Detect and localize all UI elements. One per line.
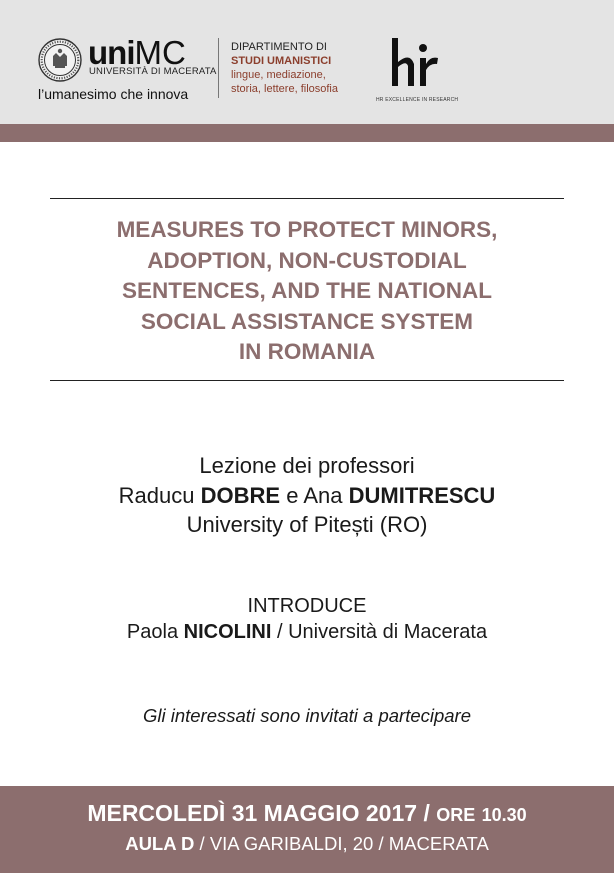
title-rule-bottom (50, 380, 564, 381)
unimc-logotype (88, 36, 186, 69)
title-rule-top (50, 198, 564, 199)
header-accent-band (0, 124, 614, 142)
invitation-text: Gli interessati sono invitati a partecipare (142, 705, 472, 726)
lecture-speakers (0, 481, 614, 511)
university-name: UNIVERSITÀ DI MACERATA (89, 66, 217, 77)
logo-word-bold: uni (88, 34, 135, 71)
introducer-affiliation: / Università di Macerata (276, 621, 488, 643)
introducer-last: NICOLINI (183, 621, 272, 643)
lecture-intro: Lezione dei professori (199, 453, 415, 478)
event-title (50, 215, 564, 368)
department-line1: DIPARTIMENTO DI (231, 41, 327, 53)
speaker1-last: DOBRE (200, 482, 281, 508)
event-room: AULA D (125, 833, 195, 854)
title-line: SOCIAL ASSISTANCE SYSTEM (140, 308, 474, 334)
speaker1-first: Raducu (118, 482, 195, 508)
header-divider (218, 38, 219, 98)
speaker2-first: Ana (303, 482, 343, 508)
title-line: IN ROMANIA (238, 339, 376, 364)
department-line4: storia, lettere, filosofia (231, 83, 338, 95)
motto: l’umanesimo che innova (38, 86, 189, 102)
introducer (0, 619, 614, 645)
introducer-first: Paola (126, 621, 179, 643)
hr-excellence-logo-icon (384, 34, 440, 90)
department-line2: STUDI UMANISTICI (231, 55, 332, 67)
event-date: MERCOLEDÌ 31 MAGGIO 2017 / (87, 800, 430, 826)
department-block (231, 40, 338, 96)
speakers-conj: e (286, 482, 299, 508)
introduce-label: INTRODUCE (247, 595, 367, 617)
logo-word-light: MC (134, 34, 186, 71)
university-seal-icon (38, 38, 82, 82)
title-line: SENTENCES, AND THE NATIONAL (121, 278, 492, 303)
hr-caption: HR EXCELLENCE IN RESEARCH (376, 97, 459, 103)
footer-location-line (0, 833, 614, 855)
department-line3: lingue, mediazione, (231, 69, 326, 81)
introduce-block (0, 593, 614, 645)
title-line: MEASURES TO PROTECT MINORS, (116, 217, 498, 242)
lecture-block (0, 451, 614, 540)
time-label: ORE (436, 805, 476, 825)
footer-date-line (0, 800, 614, 827)
lecture-affiliation: University of Pitești (RO) (186, 512, 428, 537)
title-line: ADOPTION, NON-CUSTODIAL (147, 247, 467, 273)
speaker2-last: DUMITRESCU (348, 482, 496, 508)
event-address: / VIA GARIBALDI, 20 / MACERATA (199, 833, 489, 854)
event-time: 10.30 (481, 805, 527, 825)
